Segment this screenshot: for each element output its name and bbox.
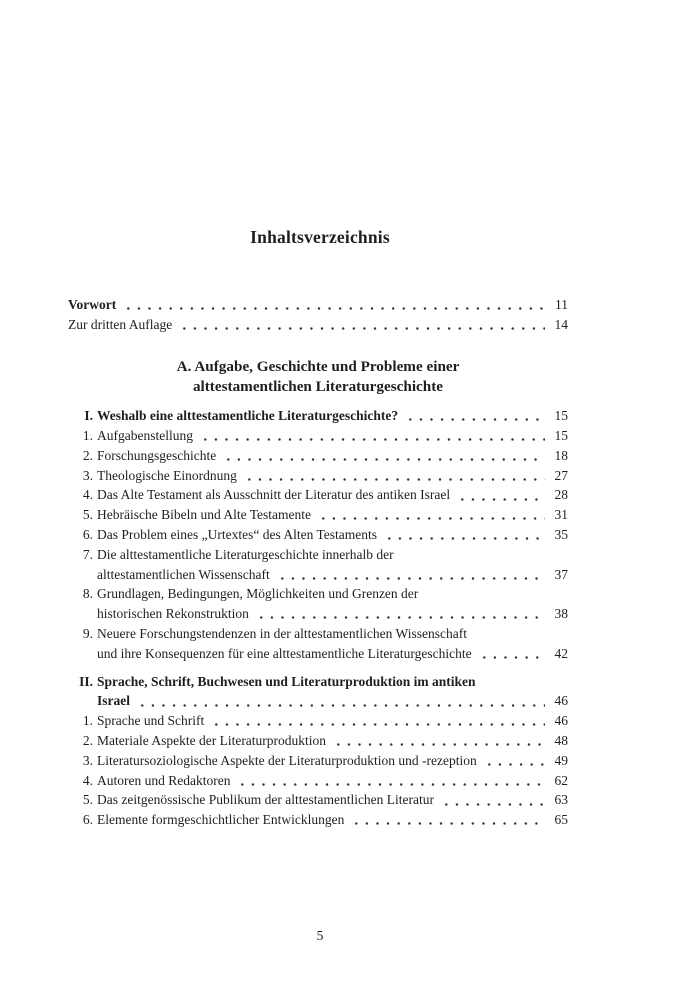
dot-leader: [179, 315, 545, 335]
entry-title: Zur dritten Auflage: [68, 316, 173, 332]
entry-number: 8.: [82, 586, 93, 602]
dot-leader: [200, 426, 545, 446]
entry-title: Grundlagen, Bedingungen, Möglichkeiten und Grenzen der: [97, 586, 419, 602]
entry-title: Literatursoziologische Aspekte der Literaturproduktion und -rezeption: [97, 752, 477, 768]
entry-title: Aufgabenstellung: [97, 427, 193, 443]
entry-title: Theologische Einordnung: [97, 467, 237, 483]
entry-title: Neuere Forschungstendenzen in der alttestamentlichen Wissenschaft: [97, 625, 467, 641]
entry-number: 6.: [82, 812, 93, 828]
entry-number: 4.: [82, 487, 93, 503]
entry-page: 49: [554, 752, 568, 768]
entry-page: 46: [554, 713, 568, 729]
toc-entry: [68, 485, 568, 505]
entry-page: 65: [554, 812, 568, 828]
entry-title: Autoren und Redaktoren: [97, 772, 231, 788]
toc-entry: [68, 426, 568, 446]
toc-entry: [68, 790, 568, 810]
entry-title: Das zeitgenössische Publikum der alttestamentlichen Literatur: [97, 792, 435, 808]
dot-leader: [223, 446, 545, 466]
toc-entry-line1: [68, 584, 568, 604]
entry-page: 62: [554, 772, 568, 788]
entry-page: 63: [554, 792, 568, 808]
entry-title-continued: und ihre Konsequenzen für eine alttestamentliche Literaturgeschichte: [97, 645, 472, 661]
chapter-number: I.: [84, 408, 93, 424]
entry-title: Die alttestamentliche Literaturgeschichte innerhalb der: [97, 546, 394, 562]
toc-entry-line2: [68, 644, 568, 664]
entry-number: 7.: [82, 546, 93, 562]
toc-entry-line1: [68, 624, 568, 644]
chapter-page: 15: [554, 408, 568, 424]
entry-number: 2.: [82, 447, 93, 463]
entry-number: 4.: [82, 772, 93, 788]
entry-title: Das Problem eines „Urtextes“ des Alten Testaments: [97, 526, 377, 542]
chapter-title: Sprache, Schrift, Buchwesen und Literaturproduktion im antiken: [97, 673, 476, 689]
toc-entry: [68, 771, 568, 791]
dot-leader: [256, 604, 545, 624]
dot-leader: [384, 525, 545, 545]
entry-number: 1.: [82, 427, 93, 443]
dot-leader: [318, 505, 545, 525]
dot-leader: [211, 711, 545, 731]
toc-entry-vorwort: [68, 295, 568, 315]
entry-page: 18: [554, 447, 568, 463]
toc-entry-zur-dritten-auflage: [68, 315, 568, 335]
toc-entry-line2: [68, 565, 568, 585]
toc-entry: [68, 711, 568, 731]
table-of-contents: [68, 295, 568, 830]
toc-entry: [68, 525, 568, 545]
entry-page: 31: [554, 507, 568, 523]
toc-chapter-2-heading-line1: [68, 672, 568, 692]
dot-leader: [277, 565, 545, 585]
entry-title: Hebräische Bibeln und Alte Testamente: [97, 507, 311, 523]
toc-entry: [68, 505, 568, 525]
dot-leader: [479, 644, 545, 664]
entry-number: 3.: [82, 467, 93, 483]
entry-number: 2.: [82, 732, 93, 748]
toc-entry-line2: [68, 604, 568, 624]
entry-page: 42: [554, 645, 568, 661]
part-a-heading: [68, 357, 568, 397]
dot-leader: [123, 295, 545, 315]
chapter-title-continued: Israel: [97, 693, 130, 709]
entry-page: 37: [554, 566, 568, 582]
toc-entry: [68, 751, 568, 771]
entry-number-spacer: [68, 565, 97, 585]
part-a-heading-line1: A. Aufgabe, Geschichte und Probleme einer: [176, 358, 460, 376]
dot-leader: [457, 485, 545, 505]
entry-page: 15: [554, 427, 568, 443]
toc-entry: [68, 810, 568, 830]
toc-chapter-2-heading-line2: [68, 691, 568, 711]
entry-page: 27: [554, 467, 568, 483]
dot-leader: [244, 466, 545, 486]
dot-leader: [484, 751, 545, 771]
entry-number: 3.: [82, 752, 93, 768]
entry-number: 5.: [82, 507, 93, 523]
dot-leader: [237, 771, 545, 791]
entry-number: 5.: [82, 792, 93, 808]
chapter-page: 46: [554, 693, 568, 709]
entry-title: Forschungsgeschichte: [97, 447, 217, 463]
toc-entry: [68, 466, 568, 486]
chapter-number: II.: [79, 673, 93, 689]
chapter-number-spacer: [68, 691, 97, 711]
entry-number: 6.: [82, 526, 93, 542]
entry-title: Das Alte Testament als Ausschnitt der Literatur des antiken Israel: [97, 487, 451, 503]
chapter-title: Weshalb eine alttestamentliche Literaturgeschichte?: [97, 408, 399, 424]
toc-entry: [68, 446, 568, 466]
dot-leader: [441, 790, 545, 810]
entry-title: Materiale Aspekte der Literaturproduktion: [97, 732, 327, 748]
entry-number: 9.: [82, 625, 93, 641]
entry-page: 28: [554, 487, 568, 503]
dot-leader: [333, 731, 545, 751]
entry-title: Sprache und Schrift: [97, 713, 205, 729]
toc-entry-line1: [68, 545, 568, 565]
dot-leader: [351, 810, 545, 830]
entry-title-continued: alttestamentlichen Wissenschaft: [97, 566, 270, 582]
part-a-heading-line2: alttestamentlichen Literaturgeschichte: [192, 377, 444, 395]
entry-number-spacer: [68, 644, 97, 664]
toc-chapter-1-heading: [68, 406, 568, 426]
entry-page: 38: [554, 606, 568, 622]
entry-page: 14: [554, 316, 568, 332]
entry-page: 48: [554, 732, 568, 748]
folio-page-number: 5: [316, 928, 324, 943]
entry-page: 35: [554, 526, 568, 542]
page-title: Inhaltsverzeichnis: [250, 227, 390, 247]
dot-leader: [405, 406, 545, 426]
dot-leader: [137, 691, 545, 711]
entry-page: 11: [555, 297, 568, 312]
entry-number: 1.: [82, 713, 93, 729]
entry-number-spacer: [68, 604, 97, 624]
entry-title: Elemente formgeschichtlicher Entwicklungen: [97, 812, 345, 828]
entry-title-continued: historischen Rekonstruktion: [97, 606, 249, 622]
entry-title: Vorwort: [68, 297, 117, 312]
toc-entry: [68, 731, 568, 751]
